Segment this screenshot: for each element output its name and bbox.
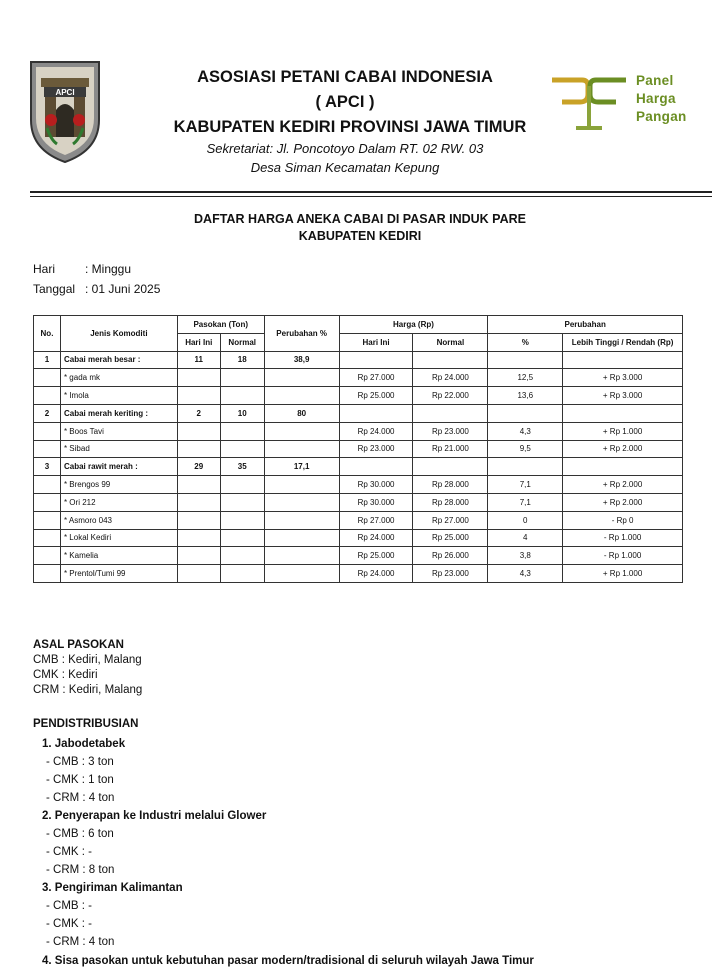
- header-rule-thin: [30, 196, 712, 197]
- cell-harga-normal: Rp 21.000: [413, 440, 488, 458]
- dist-item: - CMB : -: [46, 900, 92, 912]
- cell-harga-hari-ini: Rp 30.000: [339, 476, 413, 494]
- cell-jenis: * Brengos 99: [60, 476, 177, 494]
- table-row: [34, 565, 683, 583]
- header-pasokan-hari-ini: Hari Ini: [177, 333, 220, 351]
- dist-item: - CMB : 3 ton: [46, 756, 114, 768]
- dist-heading: 1. Jabodetabek: [42, 738, 126, 750]
- cell-pasokan-normal: [220, 529, 264, 547]
- cell-harga-hari-ini: Rp 24.000: [339, 565, 413, 583]
- cell-persen: [488, 404, 563, 422]
- cell-pasokan-hari-ini: [177, 440, 220, 458]
- cell-pasokan-hari-ini: [177, 547, 220, 565]
- cell-no: 2: [34, 404, 61, 422]
- cell-jenis: * Lokal Kediri: [60, 529, 177, 547]
- cell-pasokan-hari-ini: 11: [177, 351, 220, 369]
- cell-perubahan-pct: [264, 387, 339, 405]
- cell-harga-hari-ini: Rp 24.000: [339, 422, 413, 440]
- cell-no: [34, 369, 61, 387]
- document-title: DAFTAR HARGA ANEKA CABAI DI PASAR INDUK PARE: [194, 212, 526, 226]
- cell-no: [34, 511, 61, 529]
- dist-heading: 2. Penyerapan ke Industri melalui Glower: [42, 810, 267, 822]
- dist-item: - CMK : 1 ton: [46, 774, 114, 786]
- cell-persen: 7,1: [488, 493, 563, 511]
- header-harga: Harga (Rp): [339, 316, 488, 334]
- cell-harga-normal: Rp 27.000: [413, 511, 488, 529]
- header-lebih: Lebih Tinggi / Rendah (Rp): [563, 333, 683, 351]
- cell-harga-normal: [413, 404, 488, 422]
- header-pasokan-normal: Normal: [220, 333, 264, 351]
- cell-pasokan-normal: [220, 369, 264, 387]
- cell-jenis: * Boos Tavi: [60, 422, 177, 440]
- cell-jenis: Cabai rawit merah :: [60, 458, 177, 476]
- cell-jenis: * Prentol/Tumi 99: [60, 565, 177, 583]
- cell-harga-hari-ini: Rp 25.000: [339, 547, 413, 565]
- org-region: KABUPATEN KEDIRI PROVINSI JAWA TIMUR: [173, 118, 527, 136]
- asal-title: ASAL PASOKAN: [33, 639, 124, 651]
- meta-date: [33, 282, 160, 296]
- cell-harga-normal: Rp 25.000: [413, 529, 488, 547]
- cell-persen: 4,3: [488, 565, 563, 583]
- plant-icon: [548, 72, 630, 134]
- cell-lebih: + Rp 3.000: [563, 387, 683, 405]
- table-row-category: [34, 404, 683, 422]
- cell-persen: 4,3: [488, 422, 563, 440]
- header-harga-hari-ini: Hari Ini: [339, 333, 413, 351]
- cell-harga-hari-ini: [339, 404, 413, 422]
- cell-pasokan-hari-ini: [177, 511, 220, 529]
- cell-perubahan-pct: [264, 369, 339, 387]
- cell-perubahan-pct: 17,1: [264, 458, 339, 476]
- meta-date-value: : 01 Juni 2025: [85, 282, 161, 296]
- cell-pasokan-normal: [220, 565, 264, 583]
- cell-harga-hari-ini: Rp 24.000: [339, 529, 413, 547]
- cell-perubahan-pct: [264, 547, 339, 565]
- org-abbrev: ( APCI ): [315, 93, 375, 111]
- cell-no: [34, 387, 61, 405]
- letterhead: [0, 0, 720, 200]
- header-rule-thick: [30, 191, 712, 193]
- cell-lebih: [563, 404, 683, 422]
- cell-harga-normal: Rp 23.000: [413, 422, 488, 440]
- cell-pasokan-hari-ini: 2: [177, 404, 220, 422]
- cell-pasokan-normal: 35: [220, 458, 264, 476]
- cell-lebih: + Rp 3.000: [563, 369, 683, 387]
- meta-day-label: Hari: [33, 262, 56, 276]
- cell-jenis: * Imola: [60, 387, 177, 405]
- cell-no: 3: [34, 458, 61, 476]
- table-row: [34, 387, 683, 405]
- table-row: [34, 440, 683, 458]
- header-persen: %: [488, 333, 563, 351]
- cell-harga-normal: Rp 23.000: [413, 565, 488, 583]
- cell-harga-normal: Rp 22.000: [413, 387, 488, 405]
- apci-logo: [27, 58, 103, 164]
- cell-pasokan-hari-ini: [177, 476, 220, 494]
- cell-persen: [488, 458, 563, 476]
- cell-no: [34, 440, 61, 458]
- cell-pasokan-normal: [220, 547, 264, 565]
- table-row: [34, 547, 683, 565]
- cell-perubahan-pct: [264, 529, 339, 547]
- cell-perubahan-pct: [264, 476, 339, 494]
- cell-jenis: * Asmoro 043: [60, 511, 177, 529]
- cell-persen: 9,5: [488, 440, 563, 458]
- table-row: [34, 529, 683, 547]
- asal-line: CMB : Kediri, Malang: [33, 654, 142, 666]
- cell-pasokan-hari-ini: [177, 565, 220, 583]
- cell-persen: 3,8: [488, 547, 563, 565]
- header-no: No.: [34, 316, 61, 352]
- asal-pasokan-section: [33, 638, 142, 698]
- address-line-2: Desa Siman Kecamatan Kepung: [250, 160, 440, 175]
- dist-item: - CRM : 4 ton: [46, 936, 115, 948]
- cell-pasokan-normal: 18: [220, 351, 264, 369]
- cell-perubahan-pct: [264, 440, 339, 458]
- cell-harga-hari-ini: [339, 458, 413, 476]
- meta-day-value: : Minggu: [85, 262, 132, 276]
- cell-harga-hari-ini: Rp 27.000: [339, 511, 413, 529]
- cell-perubahan-pct: [264, 493, 339, 511]
- cell-jenis: * Kamelia: [60, 547, 177, 565]
- price-table-body: [34, 351, 683, 582]
- cell-persen: 0: [488, 511, 563, 529]
- cell-persen: 7,1: [488, 476, 563, 494]
- dist-title: PENDISTRIBUSIAN: [33, 718, 139, 730]
- cell-jenis: Cabai merah keriting :: [60, 404, 177, 422]
- cell-no: [34, 529, 61, 547]
- apci-logo-text: APCI: [55, 88, 75, 97]
- panel-harga-pangan-logo: [548, 72, 700, 134]
- cell-lebih: + Rp 1.000: [563, 565, 683, 583]
- cell-harga-hari-ini: Rp 27.000: [339, 369, 413, 387]
- table-row: [34, 422, 683, 440]
- document-subtitle: KABUPATEN KEDIRI: [298, 229, 422, 243]
- cell-jenis: Cabai merah besar :: [60, 351, 177, 369]
- cell-harga-normal: Rp 28.000: [413, 493, 488, 511]
- cell-harga-hari-ini: [339, 351, 413, 369]
- cell-persen: 13,6: [488, 387, 563, 405]
- cell-no: [34, 493, 61, 511]
- cell-perubahan-pct: [264, 511, 339, 529]
- table-row: [34, 476, 683, 494]
- cell-harga-hari-ini: Rp 25.000: [339, 387, 413, 405]
- cell-lebih: + Rp 2.000: [563, 476, 683, 494]
- cell-no: [34, 547, 61, 565]
- address-line-1: Sekretariat: Jl. Poncotoyo Dalam RT. 02 RW. 03: [206, 141, 484, 156]
- cell-pasokan-hari-ini: [177, 422, 220, 440]
- dist-heading: 4. Sisa pasokan untuk kebutuhan pasar modern/tradisional di seluruh wilayah Jawa Timur: [42, 955, 534, 967]
- cell-pasokan-normal: 10: [220, 404, 264, 422]
- cell-lebih: [563, 458, 683, 476]
- cell-harga-normal: [413, 458, 488, 476]
- cell-harga-normal: Rp 28.000: [413, 476, 488, 494]
- price-table: [33, 315, 683, 583]
- cell-lebih: - Rp 1.000: [563, 529, 683, 547]
- table-row-category: [34, 458, 683, 476]
- dist-heading: 3. Pengiriman Kalimantan: [42, 882, 183, 894]
- header-perubahan: Perubahan: [488, 316, 683, 334]
- cell-pasokan-normal: [220, 476, 264, 494]
- cell-harga-hari-ini: Rp 30.000: [339, 493, 413, 511]
- cell-perubahan-pct: 80: [264, 404, 339, 422]
- meta-day: [33, 262, 131, 276]
- cell-pasokan-normal: [220, 440, 264, 458]
- cell-lebih: - Rp 1.000: [563, 547, 683, 565]
- cell-jenis: * Ori 212: [60, 493, 177, 511]
- header-pasokan: Pasokan (Ton): [177, 316, 264, 334]
- table-row: [34, 369, 683, 387]
- dist-item: - CMK : -: [46, 846, 92, 858]
- cell-lebih: + Rp 2.000: [563, 440, 683, 458]
- logo-word-1: Panel: [636, 73, 674, 88]
- header-perubahan-pct: Perubahan %: [264, 316, 339, 352]
- cell-no: [34, 422, 61, 440]
- cell-harga-normal: Rp 24.000: [413, 369, 488, 387]
- cell-persen: 4: [488, 529, 563, 547]
- cell-lebih: - Rp 0: [563, 511, 683, 529]
- dist-item: - CMB : 6 ton: [46, 828, 114, 840]
- header-harga-normal: Normal: [413, 333, 488, 351]
- meta-date-label: Tanggal: [33, 282, 76, 296]
- cell-jenis: * Sibad: [60, 440, 177, 458]
- cell-pasokan-normal: [220, 422, 264, 440]
- cell-perubahan-pct: [264, 565, 339, 583]
- cell-pasokan-hari-ini: [177, 369, 220, 387]
- asal-line: CMK : Kediri: [33, 669, 98, 681]
- cell-no: [34, 565, 61, 583]
- logo-word-3: Pangan: [636, 109, 687, 124]
- cell-pasokan-normal: [220, 493, 264, 511]
- logo-word-2: Harga: [636, 91, 676, 106]
- asal-line: CRM : Kediri, Malang: [33, 684, 143, 696]
- cell-pasokan-hari-ini: [177, 387, 220, 405]
- header-jenis: Jenis Komoditi: [60, 316, 177, 352]
- cell-pasokan-normal: [220, 511, 264, 529]
- cell-perubahan-pct: [264, 422, 339, 440]
- dist-item: - CRM : 4 ton: [46, 792, 115, 804]
- cell-persen: [488, 351, 563, 369]
- cell-lebih: [563, 351, 683, 369]
- cell-harga-hari-ini: Rp 23.000: [339, 440, 413, 458]
- cell-lebih: + Rp 2.000: [563, 493, 683, 511]
- cell-no: 1: [34, 351, 61, 369]
- cell-lebih: + Rp 1.000: [563, 422, 683, 440]
- cell-pasokan-hari-ini: [177, 529, 220, 547]
- cell-persen: 12,5: [488, 369, 563, 387]
- cell-harga-normal: [413, 351, 488, 369]
- table-row-category: [34, 351, 683, 369]
- cell-jenis: * gada mk: [60, 369, 177, 387]
- cell-pasokan-hari-ini: [177, 493, 220, 511]
- org-name: ASOSIASI PETANI CABAI INDONESIA: [197, 68, 493, 86]
- dist-item: - CRM : 8 ton: [46, 864, 115, 876]
- cell-pasokan-hari-ini: 29: [177, 458, 220, 476]
- dist-item: - CMK : -: [46, 918, 92, 930]
- table-row: [34, 511, 683, 529]
- cell-perubahan-pct: 38,9: [264, 351, 339, 369]
- cell-harga-normal: Rp 26.000: [413, 547, 488, 565]
- table-row: [34, 493, 683, 511]
- cell-no: [34, 476, 61, 494]
- cell-pasokan-normal: [220, 387, 264, 405]
